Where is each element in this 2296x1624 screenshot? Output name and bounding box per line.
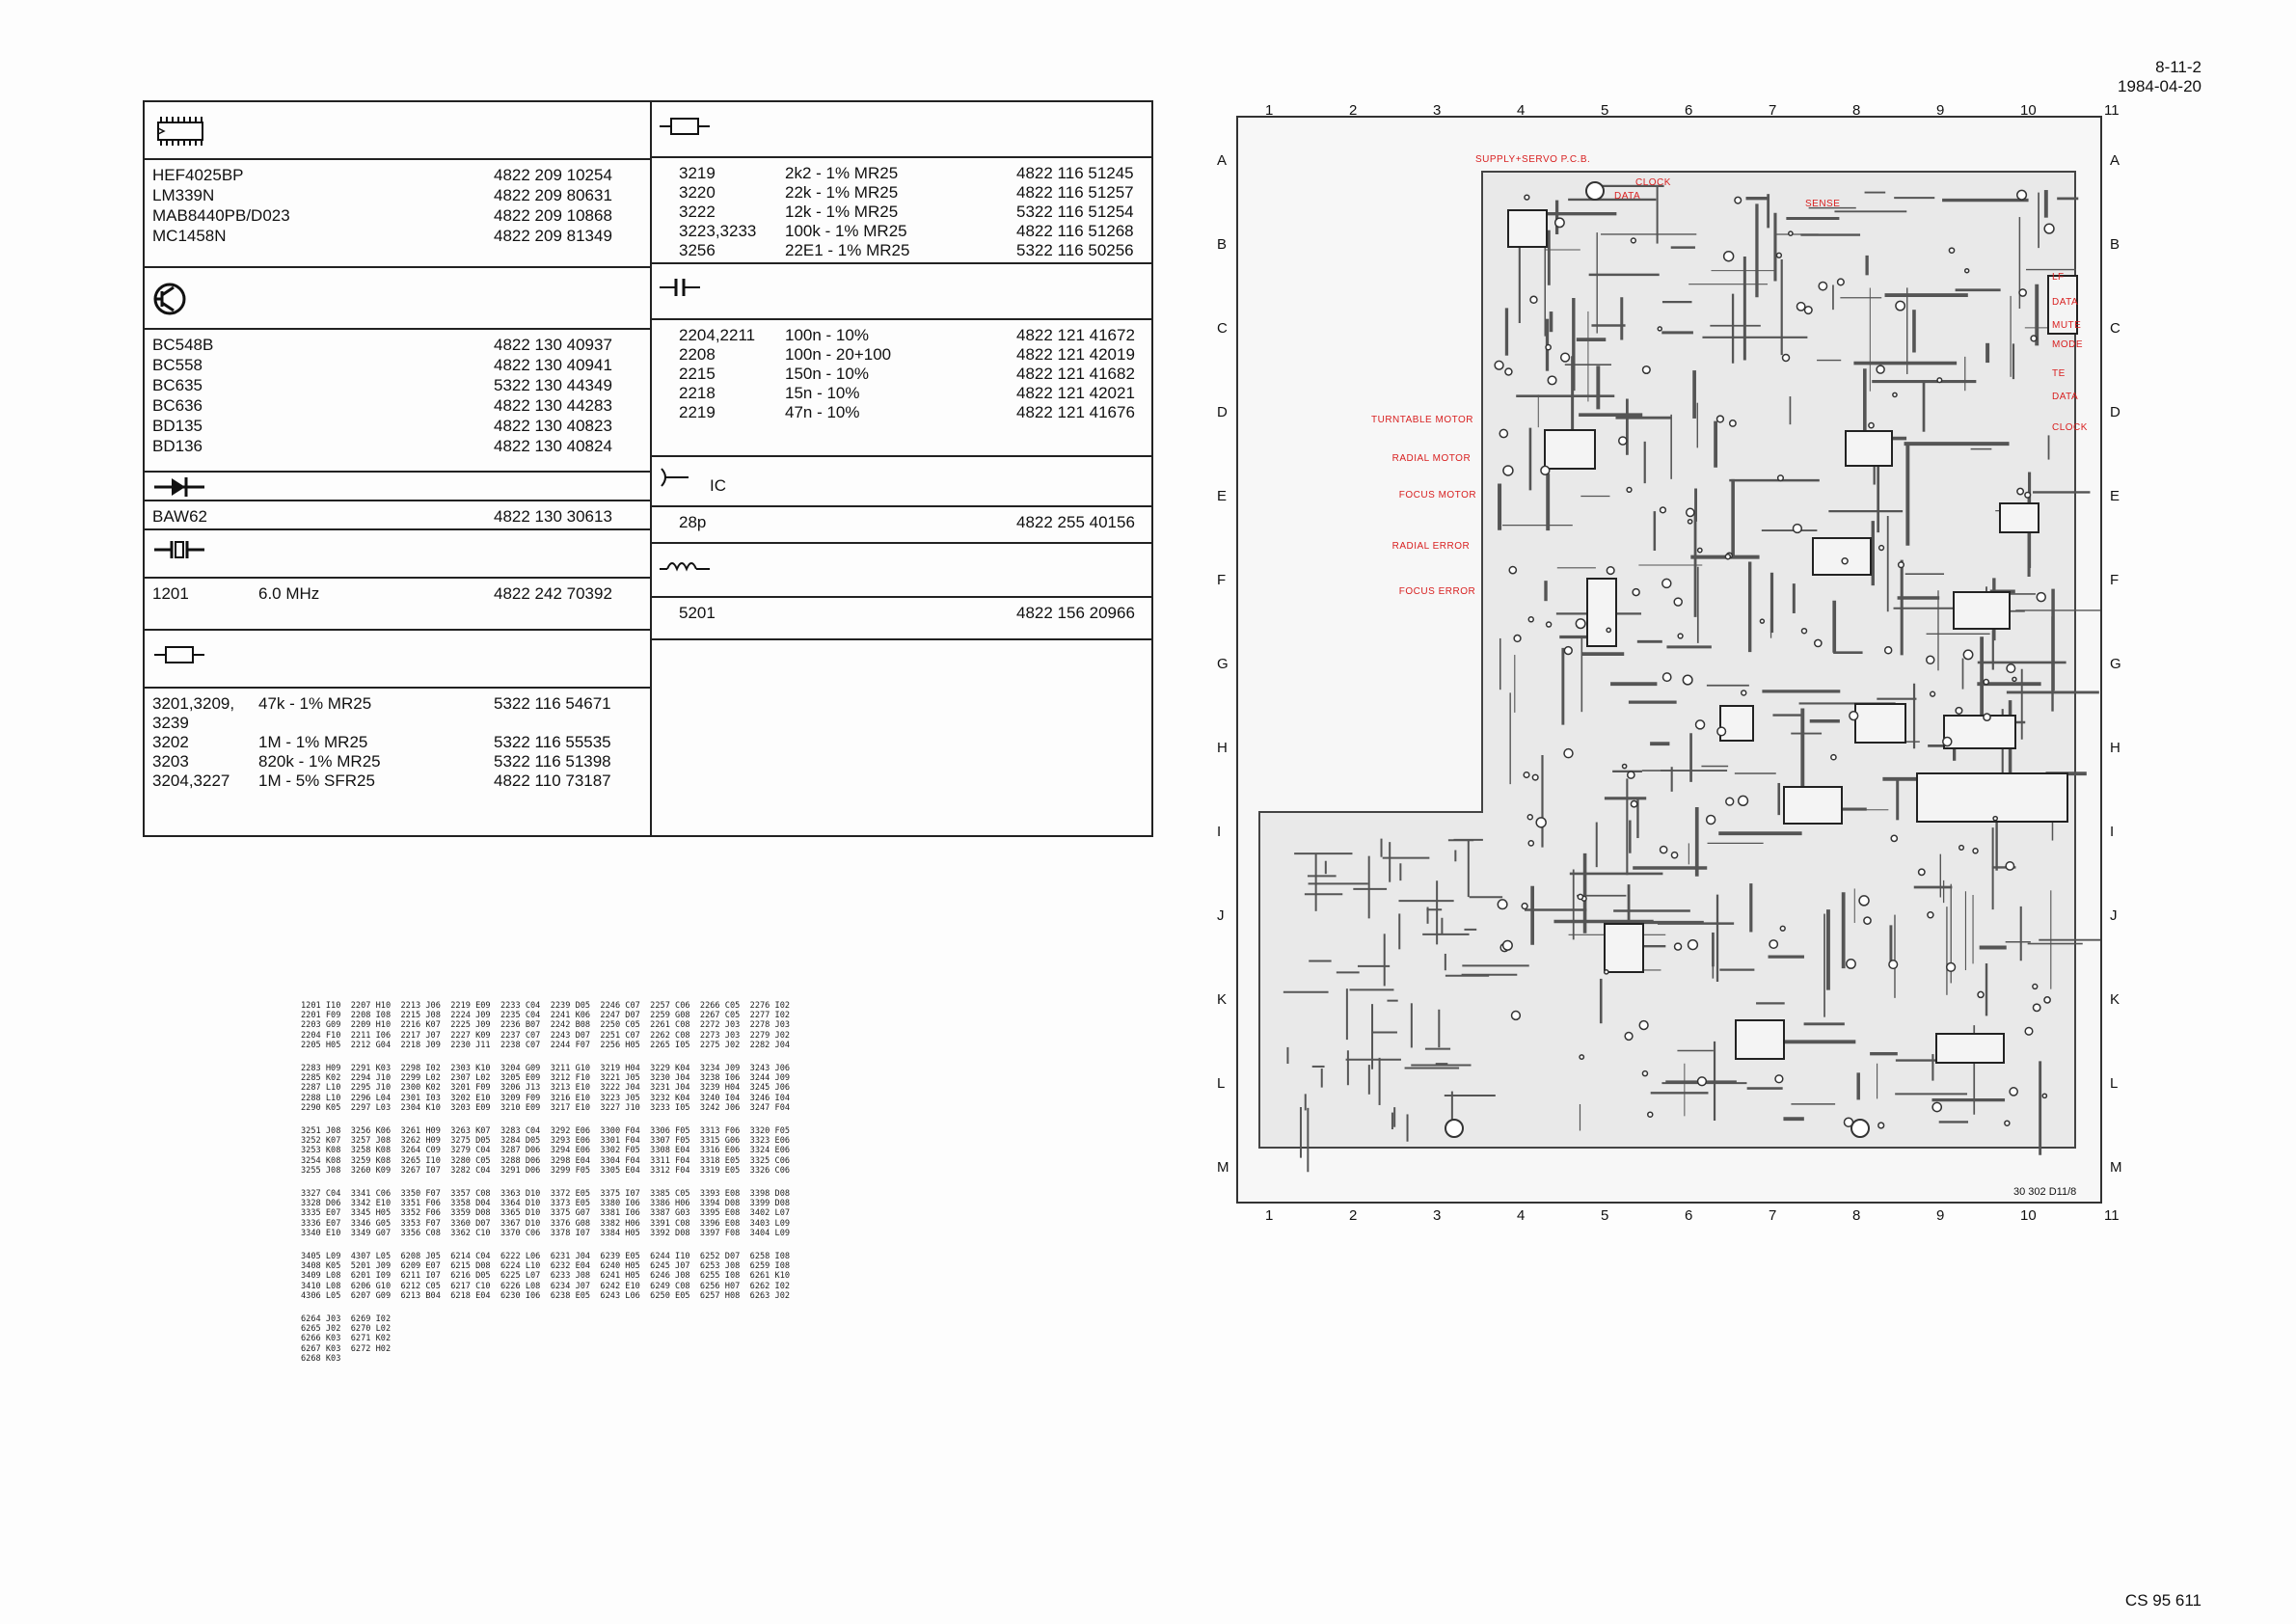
grid-column-marker: 1 xyxy=(1265,102,1274,119)
drawing-number: 30 302 D11/8 xyxy=(2013,1186,2077,1198)
index-line: 3336 E07 3346 G05 3353 F07 3360 D07 3367 D10 3376 G08 3382 H06 3391 C08 3396 E08 3403 L09 xyxy=(301,1218,791,1229)
index-line: 3255 J08 3260 K09 3267 I07 3282 C04 3291 D06 3299 F05 3305 E04 3312 F04 3319 E05 3326 C06 xyxy=(301,1165,791,1176)
grid-row-marker: K xyxy=(1217,991,1228,1008)
crystal-icon xyxy=(150,535,208,569)
grid-row-marker: H xyxy=(2110,740,2120,756)
grid-column-marker: 5 xyxy=(1601,1207,1609,1224)
signal-label: MUTE xyxy=(2052,320,2082,331)
index-line: 2204 F10 2211 I06 2217 J07 2227 K09 2237 C07 2243 D07 2251 C07 2262 C08 2273 J03 2279 J02 xyxy=(301,1030,791,1041)
signal-label: DATA xyxy=(1614,191,1641,202)
part-order-number: 4822 116 51268 xyxy=(1016,222,1134,240)
part-designation: LM339N xyxy=(152,186,215,204)
index-line: 6268 K03 xyxy=(301,1353,341,1364)
part-designation: 2208 xyxy=(679,345,716,364)
grid-column-marker: 3 xyxy=(1433,102,1442,119)
part-designation: 5201 xyxy=(679,604,716,622)
index-block xyxy=(301,1001,790,1050)
symbol-label: IC xyxy=(710,476,726,495)
part-order-number: 5322 116 50256 xyxy=(1016,241,1134,259)
index-line: 2205 H05 2212 G04 2218 J09 2230 J11 2238 C07 2244 F07 2256 H05 2265 I05 2275 J02 2282 J04 xyxy=(301,1040,791,1050)
index-block xyxy=(301,1252,790,1301)
part-order-number: 4822 156 20966 xyxy=(1016,604,1135,622)
signal-label: MODE xyxy=(2052,339,2083,350)
part-value: 100n - 10% xyxy=(785,326,869,344)
ic-ceramic-icon xyxy=(656,463,694,497)
part-order-number: 4822 116 51257 xyxy=(1016,183,1134,202)
grid-row-marker: E xyxy=(1217,488,1228,504)
part-designation: 3202 xyxy=(152,733,189,751)
part-order-number: 4822 209 10868 xyxy=(494,206,612,225)
part-order-number: 4822 242 70392 xyxy=(494,584,612,603)
part-value: 100n - 20+100 xyxy=(785,345,892,364)
part-designation: BC558 xyxy=(152,356,203,374)
parts-section xyxy=(650,262,1151,457)
parts-column-left xyxy=(145,102,652,835)
part-designation: 28p xyxy=(679,513,707,531)
pcb-layout-drawing xyxy=(1236,116,2102,1204)
resistor-icon xyxy=(656,112,714,146)
part-designation: 3220 xyxy=(679,183,716,202)
index-line: 6267 K03 6272 H02 xyxy=(301,1343,392,1354)
grid-column-marker: 9 xyxy=(1936,1207,1945,1224)
index-line: 2201 F09 2208 I08 2215 J08 2224 J09 2235 C04 2241 K06 2247 D07 2259 G08 2267 C05 2277 I02 xyxy=(301,1011,791,1021)
grid-row-marker: L xyxy=(1217,1075,1226,1092)
part-designation: 2219 xyxy=(679,403,716,421)
grid-column-marker: 8 xyxy=(1852,102,1861,119)
grid-row-marker: C xyxy=(2110,320,2120,337)
signal-label: SENSE xyxy=(1805,199,1841,209)
transistor-icon xyxy=(150,280,189,323)
index-line: 3410 L08 6206 G10 6212 C05 6217 C10 6226 L08 6234 J07 6242 E10 6249 C08 6256 H07 6262 I02 xyxy=(301,1281,791,1291)
part-order-number: 4822 121 42021 xyxy=(1016,384,1135,402)
part-value: 47k - 1% MR25 xyxy=(258,694,372,713)
index-line: 1201 I10 2207 H10 2213 J06 2219 E09 2233 C04 2239 D05 2246 C07 2257 C06 2266 C05 2276 I02 xyxy=(301,1001,791,1011)
grid-row-marker: B xyxy=(1217,236,1228,253)
index-line: 4306 L05 6207 G09 6213 B04 6218 E04 6230 I06 6238 E05 6243 L06 6250 E05 6257 H08 6263 J02 xyxy=(301,1290,791,1301)
part-order-number: 4822 121 41672 xyxy=(1016,326,1135,344)
capacitor-icon xyxy=(656,273,704,307)
grid-row-marker: D xyxy=(1217,404,1228,420)
part-designation: 3223,3233 xyxy=(679,222,757,240)
grid-row-marker: F xyxy=(2110,572,2120,588)
parts-section xyxy=(145,528,650,631)
grid-row-marker: G xyxy=(2110,656,2121,672)
part-order-number: 5322 130 44349 xyxy=(494,376,612,394)
part-designation: 3204,3227 xyxy=(152,771,230,790)
ic-chip-icon xyxy=(150,113,208,154)
part-designation: BC635 xyxy=(152,376,203,394)
grid-row-marker: J xyxy=(1217,907,1225,924)
part-order-number: 5322 116 51254 xyxy=(1016,203,1134,221)
parts-section xyxy=(145,629,650,839)
parts-section-symbol xyxy=(145,266,650,330)
index-line: 3328 D06 3342 E10 3351 F06 3358 D04 3364 D10 3373 E05 3380 I06 3386 H06 3394 D08 3399 D08 xyxy=(301,1199,791,1209)
part-order-number: 4822 130 30613 xyxy=(494,507,612,526)
index-line: 6265 J02 6270 L02 xyxy=(301,1324,392,1335)
part-value: 150n - 10% xyxy=(785,365,869,383)
parts-section-symbol xyxy=(650,455,1151,507)
signal-label: DATA xyxy=(2052,297,2079,308)
index-block xyxy=(301,1126,790,1176)
part-designation: 1201 xyxy=(152,584,189,603)
part-order-number: 5322 116 54671 xyxy=(494,694,611,713)
grid-column-marker: 8 xyxy=(1852,1207,1861,1224)
parts-section-symbol xyxy=(145,471,650,501)
index-line: 2285 K02 2294 J10 2299 L02 2307 L02 3205 E09 3212 F10 3221 J05 3230 J04 3238 I06 3244 J09 xyxy=(301,1073,791,1084)
grid-column-marker: 9 xyxy=(1936,102,1945,119)
grid-column-marker: 7 xyxy=(1769,102,1777,119)
grid-column-marker: 7 xyxy=(1769,1207,1777,1224)
document-date: 1984-04-20 xyxy=(2118,77,2201,95)
grid-column-marker: 6 xyxy=(1685,1207,1693,1224)
grid-row-marker: I xyxy=(2110,824,2115,840)
parts-section-symbol xyxy=(650,102,1151,158)
part-order-number: 4822 209 10254 xyxy=(494,166,612,184)
signal-label: RADIAL MOTOR xyxy=(1391,453,1472,464)
board-label: SUPPLY+SERVO P.C.B. xyxy=(1475,154,1591,165)
parts-section xyxy=(650,455,1151,544)
grid-column-marker: 5 xyxy=(1601,102,1609,119)
index-line: 3253 K08 3258 K08 3264 C09 3279 C04 3287 D06 3294 E06 3302 F05 3308 E04 3316 E06 3324 E06 xyxy=(301,1146,791,1156)
index-line: 3405 L09 4307 L05 6208 J05 6214 C04 6222 L06 6231 J04 6239 E05 6244 I10 6252 D07 6258 I08 xyxy=(301,1252,791,1262)
index-block xyxy=(301,1314,790,1364)
grid-column-marker: 3 xyxy=(1433,1207,1442,1224)
grid-column-marker: 10 xyxy=(2020,102,2037,119)
grid-column-marker: 4 xyxy=(1517,1207,1526,1224)
grid-column-marker: 1 xyxy=(1265,1207,1274,1224)
part-order-number: 5322 116 55535 xyxy=(494,733,611,751)
parts-section xyxy=(650,542,1151,640)
part-order-number: 4822 130 40937 xyxy=(494,336,612,354)
parts-section-symbol xyxy=(145,102,650,160)
index-block xyxy=(301,1064,790,1113)
grid-row-marker: M xyxy=(2110,1159,2122,1176)
part-value: 6.0 MHz xyxy=(258,584,320,603)
signal-label: RADIAL ERROR xyxy=(1391,541,1471,552)
part-designation: MC1458N xyxy=(152,227,227,245)
parts-section-symbol xyxy=(145,528,650,579)
part-order-number: 4822 255 40156 xyxy=(1016,513,1135,531)
grid-row-marker: B xyxy=(2110,236,2120,253)
grid-row-marker: H xyxy=(1217,740,1228,756)
index-block xyxy=(301,1189,790,1238)
index-line: 3335 E07 3345 H05 3352 F06 3359 D08 3365 D10 3375 G07 3381 I06 3387 G03 3395 E08 3402 L07 xyxy=(301,1208,791,1219)
part-designation: 3239 xyxy=(152,714,189,732)
parts-column-right xyxy=(650,102,1151,835)
grid-row-marker: J xyxy=(2110,907,2118,924)
grid-column-marker: 11 xyxy=(2104,102,2120,119)
part-value: 47n - 10% xyxy=(785,403,860,421)
part-value: 1M - 5% SFR25 xyxy=(258,771,375,790)
index-line: 3254 K08 3259 K08 3265 I10 3280 C05 3288 D06 3298 E04 3304 F04 3311 F04 3318 E05 3325 C06 xyxy=(301,1155,791,1166)
part-order-number: 4822 130 40941 xyxy=(494,356,612,374)
grid-row-marker: D xyxy=(2110,404,2120,420)
grid-column-marker: 2 xyxy=(1349,1207,1358,1224)
grid-row-marker: E xyxy=(2110,488,2120,504)
part-value: 22E1 - 1% MR25 xyxy=(785,241,910,259)
parts-section-symbol xyxy=(650,262,1151,320)
parts-section xyxy=(145,102,650,268)
index-line: 2203 G09 2209 H10 2216 K07 2225 J09 2236 B07 2242 B08 2250 C05 2261 C08 2272 J03 2278 J03 xyxy=(301,1020,791,1031)
part-designation: BAW62 xyxy=(152,507,208,526)
part-order-number: 4822 121 42019 xyxy=(1016,345,1135,364)
part-value: 12k - 1% MR25 xyxy=(785,203,899,221)
signal-label: TE xyxy=(2052,368,2066,379)
index-line: 2283 H09 2291 K03 2298 I02 2303 K10 3204 G09 3211 G10 3219 H04 3229 K04 3234 J09 3243 J06 xyxy=(301,1064,791,1074)
part-order-number: 4822 209 81349 xyxy=(494,227,612,245)
index-line: 3251 J08 3256 K06 3261 H09 3263 K07 3283 C04 3292 E06 3300 F04 3306 F05 3313 F06 3320 F05 xyxy=(301,1126,791,1137)
part-value: 2k2 - 1% MR25 xyxy=(785,164,899,182)
grid-column-marker: 11 xyxy=(2104,1207,2120,1224)
part-order-number: 4822 130 40823 xyxy=(494,417,612,435)
part-designation: 3256 xyxy=(679,241,716,259)
part-designation: MAB8440PB/D023 xyxy=(152,206,290,225)
parts-section-symbol xyxy=(650,542,1151,598)
signal-label: FOCUS ERROR xyxy=(1398,586,1476,597)
part-designation: BD135 xyxy=(152,417,203,435)
grid-column-marker: 2 xyxy=(1349,102,1358,119)
part-designation: 2218 xyxy=(679,384,716,402)
part-value: 15n - 10% xyxy=(785,384,860,402)
part-designation: 2215 xyxy=(679,365,716,383)
part-designation: BC548B xyxy=(152,336,214,354)
grid-row-marker: A xyxy=(2110,152,2120,169)
index-line: 2290 K05 2297 L03 2304 K10 3203 E09 3210 E09 3217 E10 3227 J10 3233 I05 3242 J06 3247 F04 xyxy=(301,1102,791,1113)
component-position-index xyxy=(301,1001,790,1377)
parts-list-table xyxy=(143,100,1153,837)
part-order-number: 4822 116 51245 xyxy=(1016,164,1134,182)
part-designation: HEF4025BP xyxy=(152,166,244,184)
grid-row-marker: G xyxy=(1217,656,1229,672)
signal-label: LF xyxy=(2052,272,2065,283)
part-designation: 3219 xyxy=(679,164,716,182)
grid-row-marker: M xyxy=(1217,1159,1229,1176)
grid-row-marker: F xyxy=(1217,572,1227,588)
grid-column-marker: 4 xyxy=(1517,102,1526,119)
part-order-number: 5322 116 51398 xyxy=(494,752,611,771)
index-line: 6264 J03 6269 I02 xyxy=(301,1314,392,1325)
index-line: 3340 E10 3349 G07 3356 C08 3362 C10 3370 C06 3378 I07 3384 H05 3392 D08 3397 F08 3404 L09 xyxy=(301,1228,791,1238)
part-order-number: 4822 130 44283 xyxy=(494,396,612,415)
grid-row-marker: K xyxy=(2110,991,2120,1008)
part-value: 100k - 1% MR25 xyxy=(785,222,907,240)
part-designation: 3203 xyxy=(152,752,189,771)
grid-row-marker: I xyxy=(1217,824,1222,840)
part-order-number: 4822 130 40824 xyxy=(494,437,612,455)
grid-row-marker: L xyxy=(2110,1075,2119,1092)
part-value: 820k - 1% MR25 xyxy=(258,752,381,771)
part-order-number: 4822 121 41676 xyxy=(1016,403,1135,421)
index-line: 3327 C04 3341 C06 3350 F07 3357 C08 3363 D10 3372 E05 3375 I07 3385 C05 3393 E08 3398 D08 xyxy=(301,1189,791,1200)
pcb-trace-artwork xyxy=(1238,118,2100,1202)
signal-label: CLOCK xyxy=(2052,422,2088,433)
part-designation: BC636 xyxy=(152,396,203,415)
parts-section xyxy=(145,266,650,473)
parts-section xyxy=(650,102,1151,264)
grid-row-marker: C xyxy=(1217,320,1228,337)
diode-icon xyxy=(150,473,208,506)
index-line: 3252 K07 3257 J08 3262 H09 3275 D05 3284 D05 3293 E06 3301 F04 3307 F05 3315 G06 3323 E06 xyxy=(301,1136,791,1147)
part-designation: 3201,3209, xyxy=(152,694,235,713)
parts-section-symbol xyxy=(145,629,650,689)
index-line: 6266 K03 6271 K02 xyxy=(301,1334,392,1344)
part-order-number: 4822 209 80631 xyxy=(494,186,612,204)
index-line: 3408 K05 5201 J09 6209 E07 6215 D08 6224 L10 6232 E04 6240 H05 6245 J07 6253 J08 6259 I08 xyxy=(301,1261,791,1272)
page-number: 8-11-2 xyxy=(2155,58,2201,76)
document-code: CS 95 611 xyxy=(2124,1591,2201,1610)
part-designation: 2204,2211 xyxy=(679,326,756,344)
grid-column-marker: 10 xyxy=(2020,1207,2037,1224)
part-value: 1M - 1% MR25 xyxy=(258,733,368,751)
part-value: 22k - 1% MR25 xyxy=(785,183,899,202)
parts-section xyxy=(145,471,650,530)
resistor-icon xyxy=(150,640,208,674)
signal-label: CLOCK xyxy=(1635,177,1671,188)
signal-label: TURNTABLE MOTOR xyxy=(1371,415,1474,425)
part-designation: 3222 xyxy=(679,203,716,221)
part-designation: BD136 xyxy=(152,437,203,455)
part-order-number: 4822 121 41682 xyxy=(1016,365,1135,383)
grid-column-marker: 6 xyxy=(1685,102,1693,119)
index-line: 2287 L10 2295 J10 2300 K02 3201 F09 3206 J13 3213 E10 3222 J04 3231 J04 3239 H04 3245 J06 xyxy=(301,1083,791,1094)
coil-icon xyxy=(656,552,714,585)
index-line: 3409 L08 6201 I09 6211 I07 6216 D05 6225 L07 6233 J08 6241 H05 6246 J08 6255 I08 6261 K10 xyxy=(301,1271,791,1282)
index-line: 2288 L10 2296 L04 2301 I03 3202 E10 3209 F09 3216 E10 3223 J05 3232 K04 3240 I04 3246 I04 xyxy=(301,1093,791,1103)
part-order-number: 4822 110 73187 xyxy=(494,771,611,790)
signal-label: DATA xyxy=(2052,392,2079,402)
signal-label: FOCUS MOTOR xyxy=(1398,490,1477,501)
grid-row-marker: A xyxy=(1217,152,1228,169)
